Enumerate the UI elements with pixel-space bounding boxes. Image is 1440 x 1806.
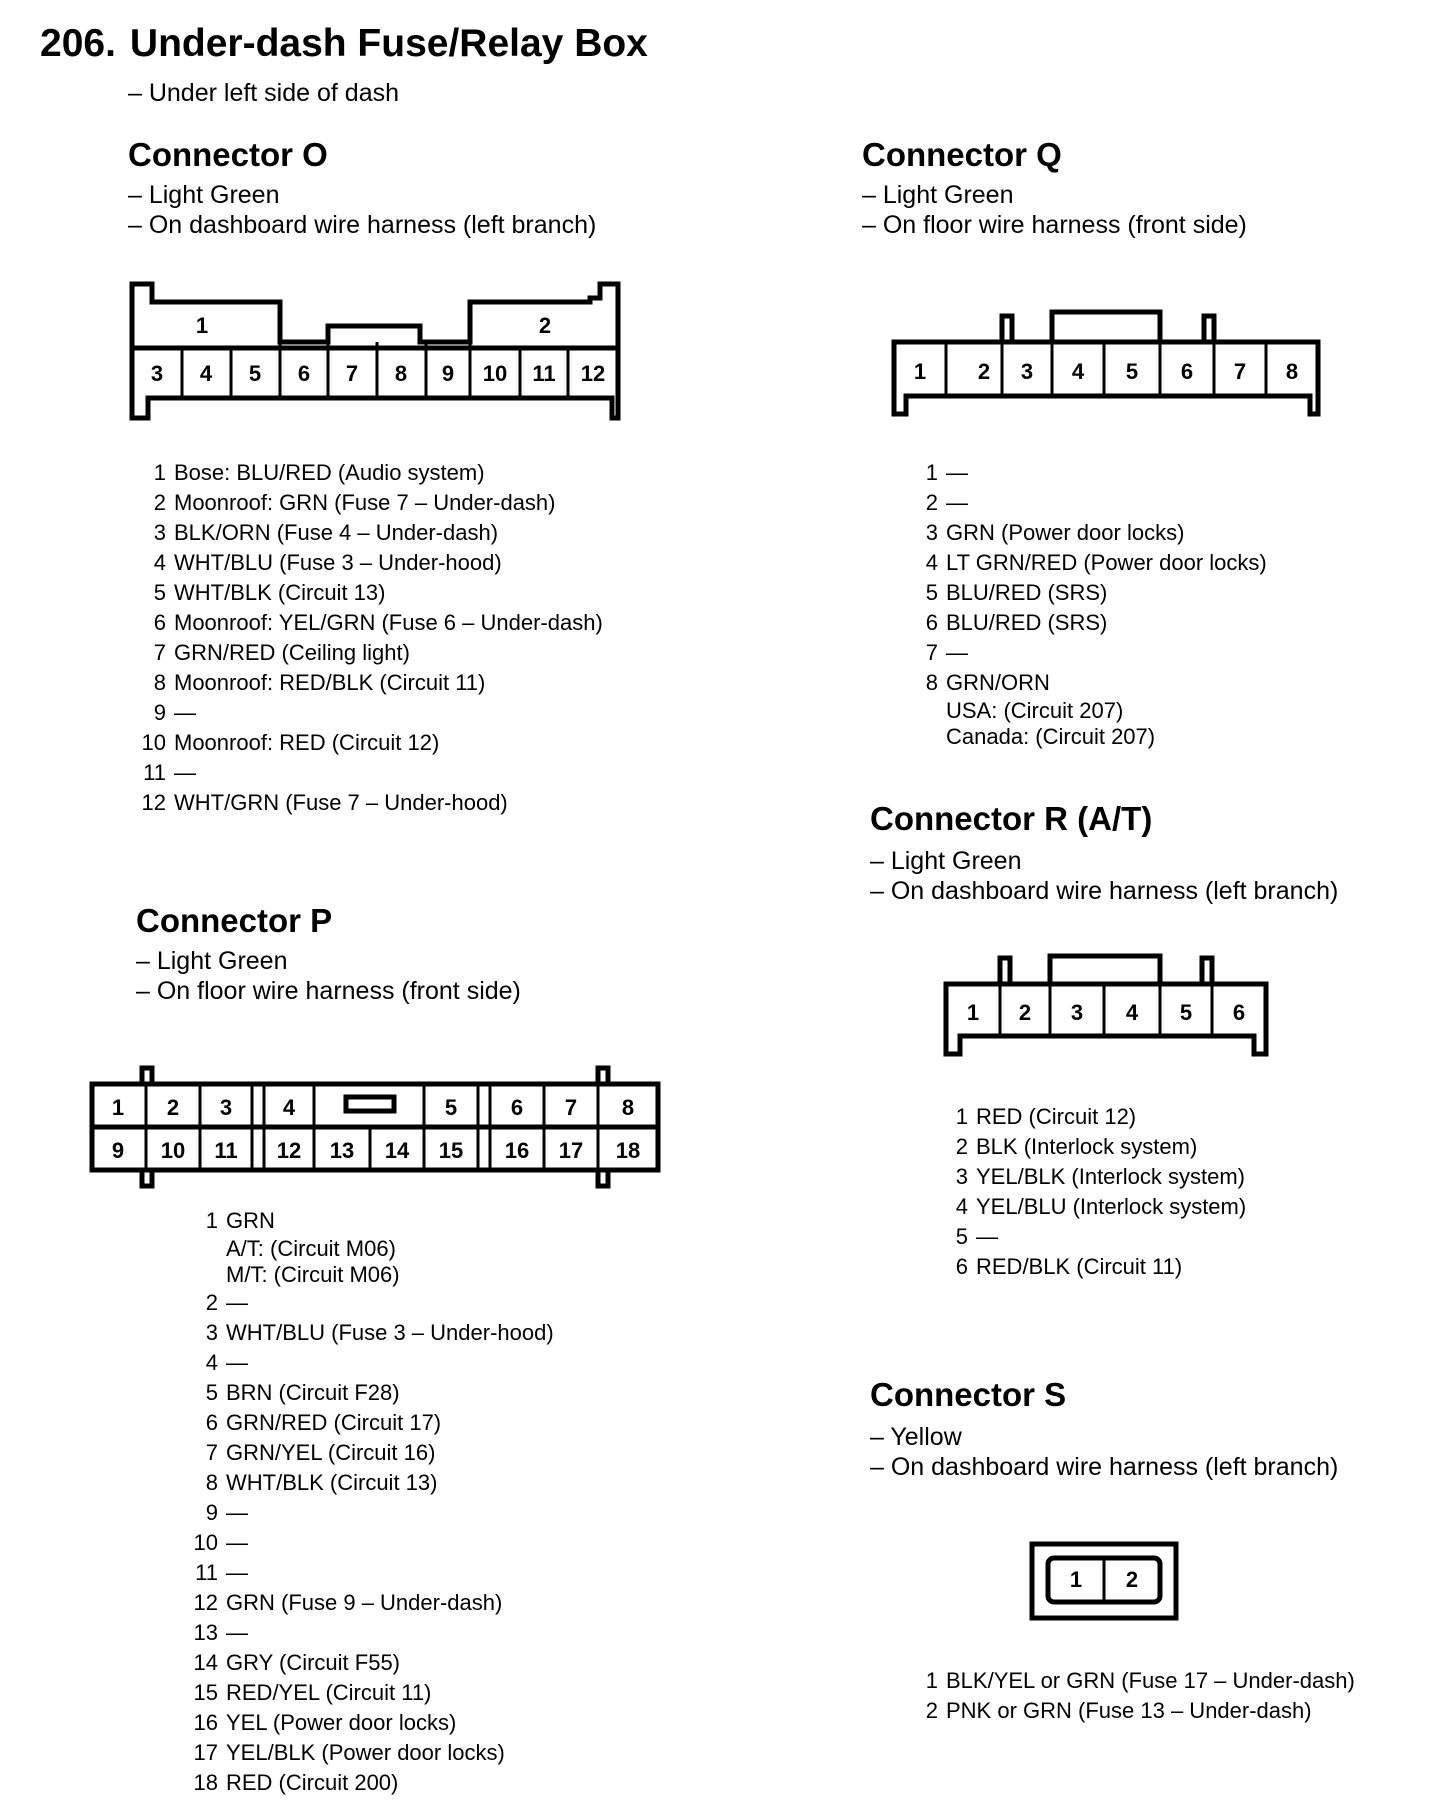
connector-p-diagram (84, 1060, 670, 1194)
pin-row: 5 BLU/RED (SRS) (925, 580, 1108, 605)
connector-o-location: – On dashboard wire harness (left branch) (128, 211, 597, 239)
cavity: 2 (166, 1095, 180, 1120)
connector-r-housing (946, 984, 1266, 1054)
cavity: 4 (199, 361, 213, 386)
pin-row: 8 WHT/BLK (Circuit 13) (205, 1470, 438, 1495)
cavity: 1 (1069, 1567, 1083, 1592)
cavity: 7 (345, 361, 359, 386)
cavity: 5 (444, 1095, 458, 1120)
cavity: 5 (248, 361, 262, 386)
pin-row: 17 YEL/BLK (Power door locks) (193, 1740, 505, 1765)
pin-row: 10 — (193, 1530, 248, 1555)
pin-row: 7 GRN/RED (Ceiling light) (153, 640, 410, 665)
pin-row: 8 GRN/ORN USA: (Circuit 207) Canada: (Circuit 207) (925, 670, 1156, 749)
connector-q-housing (894, 342, 1318, 414)
pin-row: 5 — (955, 1224, 998, 1249)
cavity: 6 (297, 361, 311, 386)
pin-row: 4 WHT/BLU (Fuse 3 – Under-hood) (153, 550, 502, 575)
pin-row: 14 GRY (Circuit F55) (193, 1650, 401, 1675)
page-location: – Under left side of dash (128, 79, 399, 107)
pin-row: 3 BLK/ORN (Fuse 4 – Under-dash) (153, 520, 499, 545)
cavity: 3 (1070, 1000, 1084, 1025)
cavity: 3 (150, 361, 164, 386)
pin-row: 6 GRN/RED (Circuit 17) (205, 1410, 442, 1435)
locking-tab (1000, 958, 1010, 984)
pin-row: 4 — (205, 1350, 248, 1375)
center-key (346, 1097, 394, 1111)
connector-q-diagram (886, 306, 1330, 426)
cavity: 17 (558, 1138, 584, 1163)
locking-tab (598, 1170, 608, 1186)
cavity: 2 (1125, 1567, 1139, 1592)
cavity: 11 (214, 1138, 238, 1163)
cavity: 8 (621, 1095, 635, 1120)
connector-s-color: – Yellow (870, 1423, 962, 1451)
locking-tab (1204, 316, 1214, 342)
connector-o-diagram (120, 278, 630, 428)
pin-row: 7 GRN/YEL (Circuit 16) (205, 1440, 436, 1465)
cavity: 8 (394, 361, 408, 386)
pin-row: 4 LT GRN/RED (Power door locks) (925, 550, 1267, 575)
locking-tab (598, 1068, 608, 1084)
pin-row: 2 BLK (Interlock system) (955, 1134, 1198, 1159)
pin-row: 10 Moonroof: RED (Circuit 12) (141, 730, 440, 755)
connector-s-location: – On dashboard wire harness (left branch) (870, 1453, 1339, 1481)
pin-row: 1 RED (Circuit 12) (955, 1104, 1137, 1129)
cavity: 15 (438, 1138, 464, 1163)
locking-tab (1002, 316, 1012, 342)
connector-q-location: – On floor wire harness (front side) (862, 211, 1247, 239)
cavity: 14 (384, 1138, 410, 1163)
cavity: 5 (1179, 1000, 1193, 1025)
pin-row: 12 GRN (Fuse 9 – Under-dash) (193, 1590, 503, 1615)
pin-row: 5 WHT/BLK (Circuit 13) (153, 580, 386, 605)
pin-row: 4 YEL/BLU (Interlock system) (955, 1194, 1247, 1219)
cavity: 6 (1180, 359, 1194, 384)
cavity: 1 (195, 313, 209, 338)
pin-row: 5 BRN (Circuit F28) (205, 1380, 400, 1405)
connector-q-color: – Light Green (862, 181, 1014, 209)
connector-r-title: Connector R (A/T) (870, 800, 1153, 837)
connector-p-pin-list (180, 1206, 554, 1798)
connector-q-pin-list (900, 458, 1267, 750)
connector-r-diagram (938, 950, 1278, 1062)
page-title (40, 22, 648, 66)
connector-p-location: – On floor wire harness (front side) (136, 977, 521, 1005)
pin-row: 2 PNK or GRN (Fuse 13 – Under-dash) (925, 1698, 1312, 1723)
cavity: 8 (1285, 359, 1299, 384)
cavity: 3 (1020, 359, 1034, 384)
pin-row: 11 — (195, 1560, 248, 1585)
pin-row: 1 GRN A/T: (Circuit M06) M/T: (Circuit M06) (205, 1208, 400, 1287)
connector-r-color: – Light Green (870, 847, 1022, 875)
pin-row: 16 YEL (Power door locks) (193, 1710, 457, 1735)
connector-o-pin-list (128, 458, 603, 818)
pin-row: 6 Moonroof: YEL/GRN (Fuse 6 – Under-dash) (153, 610, 603, 635)
cavity: 1 (966, 1000, 980, 1025)
pin-row: 8 Moonroof: RED/BLK (Circuit 11) (153, 670, 486, 695)
cavity: 18 (615, 1138, 641, 1163)
pin-row: 6 BLU/RED (SRS) (925, 610, 1108, 635)
pin-row: 13 — (193, 1620, 248, 1645)
cavity: 9 (441, 361, 455, 386)
cavity: 6 (510, 1095, 524, 1120)
pin-row: 1 Bose: BLU/RED (Audio system) (153, 460, 485, 485)
pin-row: 9 — (205, 1500, 248, 1525)
cavity: 4 (282, 1095, 296, 1120)
cavity: 11 (532, 361, 556, 386)
pin-row: 1 — (925, 460, 968, 485)
key-ridge (1052, 312, 1160, 342)
connector-s-title: Connector S (870, 1376, 1067, 1413)
pin-row: 6 RED/BLK (Circuit 11) (955, 1254, 1183, 1279)
page-title-text: Under-dash Fuse/Relay Box (129, 22, 648, 65)
cavity: 5 (1125, 359, 1139, 384)
cavity: 16 (504, 1138, 530, 1163)
pin-row: 7 — (925, 640, 968, 665)
pin-row: 12 WHT/GRN (Fuse 7 – Under-hood) (141, 790, 508, 815)
cavity: 1 (111, 1095, 125, 1120)
cavity: 2 (538, 313, 552, 338)
connector-r-location: – On dashboard wire harness (left branch) (870, 877, 1339, 905)
cavity: 7 (564, 1095, 578, 1120)
cavity: 4 (1071, 359, 1085, 384)
cavity: 6 (1232, 1000, 1246, 1025)
pin-row: 2 — (205, 1290, 248, 1315)
connector-r-pin-list (930, 1102, 1246, 1282)
connector-p-color: – Light Green (136, 947, 288, 975)
locking-tab (142, 1068, 152, 1084)
connector-s-diagram (1024, 1536, 1188, 1626)
pin-row: 3 YEL/BLK (Interlock system) (955, 1164, 1245, 1189)
pin-row: 1 BLK/YEL or GRN (Fuse 17 – Under-dash) (925, 1668, 1355, 1693)
connector-o-color: – Light Green (128, 181, 280, 209)
cavity: 2 (977, 359, 991, 384)
pin-row: 3 GRN (Power door locks) (925, 520, 1185, 545)
locking-tab (142, 1170, 152, 1186)
pin-row: 11 — (143, 760, 196, 785)
connector-o-title: Connector O (128, 136, 328, 173)
cavity: 1 (913, 359, 927, 384)
pin-row: 2 — (925, 490, 968, 515)
pin-row: 9 — (153, 700, 196, 725)
connector-p-title: Connector P (136, 902, 333, 939)
locking-tab (1202, 958, 1212, 984)
cavity: 7 (1233, 359, 1247, 384)
pin-row: 15 RED/YEL (Circuit 11) (193, 1680, 432, 1705)
cavity: 13 (329, 1138, 355, 1163)
cavity: 12 (276, 1138, 302, 1163)
cavity: 9 (111, 1138, 125, 1163)
key-ridge (1050, 956, 1160, 984)
cavity: 10 (160, 1138, 186, 1163)
pin-row: 18 RED (Circuit 200) (193, 1770, 399, 1795)
cavity: 10 (482, 361, 508, 386)
page-number: 206. (40, 22, 116, 65)
cavity: 4 (1125, 1000, 1139, 1025)
cavity: 12 (580, 361, 606, 386)
pin-row: 3 WHT/BLU (Fuse 3 – Under-hood) (205, 1320, 554, 1345)
cavity: 2 (1018, 1000, 1032, 1025)
connector-q-title: Connector Q (862, 136, 1062, 173)
cavity: 3 (219, 1095, 233, 1120)
pin-row: 2 Moonroof: GRN (Fuse 7 – Under-dash) (153, 490, 556, 515)
connector-s-pin-list (900, 1666, 1355, 1726)
